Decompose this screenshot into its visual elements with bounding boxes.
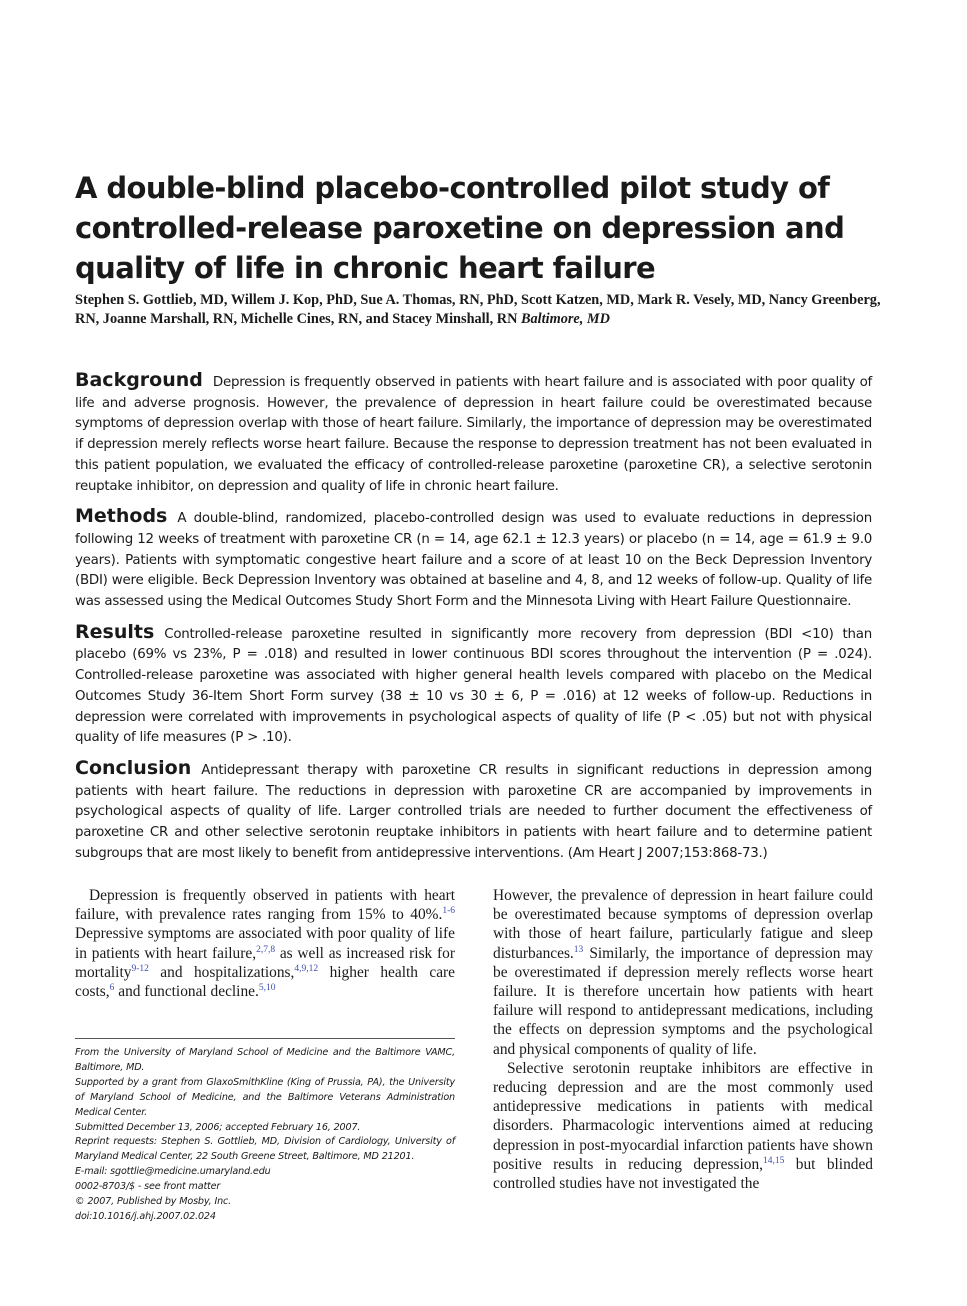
background-text: Depression is frequently observed in patients with heart failure and is associated with poor quality of life and adverse prognosis. However, the prevalence of depression in heart failure could be overestimated because symptoms of depression overlap with those of heart failure. Similarly, the importance of depression may be overestimated if depression merely reflects worse heart failure. Because the response to depression treatment has not been evaluated in this patient population, we evaluated the efficacy of controlled-release paroxetine (paroxetine CR), a selective serotonin reuptake inhibitor, on depression and quality of life in chronic heart failure.	[75, 375, 872, 494]
footnote-reprint: Reprint requests: Stephen S. Gottlieb, MD, Division of Cardiology, University of Maryland Medical Center, 22 South Greene Street, Baltimore, MD 21201.	[75, 1136, 455, 1163]
results-heading: Results	[75, 620, 155, 643]
abstract-results	[75, 622, 872, 749]
methods-text: A double-blind, randomized, placebo-controlled design was used to evaluate reductions in depression following 12 weeks of treatment with paroxetine CR (n = 14, age 62.1 ± 12.3 years) or placebo (n = 14, age = 61.9 ± 9.0 years). Patients with symptomatic congestive heart failure and a score of at least 10 on the Beck Depression Inventory (BDI) were eligible. Beck Depression Inventory was obtained at baseline and 4, 8, and 12 weeks of follow-up. Quality of life was assessed using the Medical Outcomes Study Short Form and the Minnesota Living with Heart Failure Questionnaire.	[75, 511, 872, 610]
body-text: However, the prevalence of depression in heart failure could be overestimated because symptoms of depression overlap with those of heart failure, particularly fatigue and sleep disturbances.	[493, 887, 873, 962]
footnote-issn: 0002-8703/$ - see front matter	[75, 1181, 221, 1193]
citation-link[interactable]: 5,10	[258, 983, 276, 994]
abstract	[75, 370, 872, 873]
results-text: Controlled-release paroxetine resulted in significantly more recovery from depression (BDI <10) than placebo (69% vs 23%, P = .018) and resulted in lower continuous BDI scores throughout the intervention (P = .024). Controlled-release paroxetine was associated with higher general health levels compared with placebo on the Medical Outcomes Study 36-Item Short Form survey (38 ± 10 vs 30 ± 6, P = .016) at 12 weeks of follow-up. Reductions in depression were correlated with improvements in psychological aspects of quality of life (P < .05) but not with physical quality of life measures (P > .10).	[75, 626, 872, 746]
footnote-affiliation: From the University of Maryland School of Medicine and the Baltimore VAMC, Baltimore, MD.	[75, 1047, 455, 1073]
conclusion-heading: Conclusion	[75, 756, 192, 779]
author-list	[75, 291, 895, 329]
body-text: Similarly, the importance of depression may be overestimated if depression merely reflects worse heart failure. It is therefore uncertain how patients with heart failure will respond to antidepressant medications, including the effects on depression symptoms and the psychological and physical components of quality of life.	[493, 944, 873, 1058]
footnote-email[interactable]: E-mail: sgottlie@medicine.umaryland.edu	[75, 1166, 271, 1178]
body-text: and hospitalizations,	[148, 963, 295, 981]
author-location: Baltimore, MD	[521, 311, 610, 327]
citation-link[interactable]: 2,7,8	[256, 944, 276, 955]
citation-link[interactable]: 1-6	[442, 906, 455, 917]
article-footnotes	[75, 1046, 455, 1225]
footnote-copyright: © 2007, Published by Mosby, Inc.	[75, 1196, 232, 1208]
citation-link[interactable]: 14,15	[763, 1155, 785, 1166]
footnote-submitted: Submitted December 13, 2006; accepted February 16, 2007.	[75, 1121, 361, 1133]
citation-link[interactable]: 4,9,12	[294, 963, 319, 974]
citation-link[interactable]: 6	[109, 983, 115, 994]
citation-link[interactable]: 9-12	[131, 963, 149, 974]
conclusion-text: Antidepressant therapy with paroxetine CR results in significant reductions in depression among patients with heart failure. The reductions in depression with paroxetine CR are accompanied by improvements in psychological aspects of quality of life. Larger controlled trials are needed to further document the effectiveness of paroxetine CR and other selective serotonin reuptake inhibitors in patients with heart failure and to determine patient subgroups that are most likely to benefit from antidepressive interventions. (Am Heart J 2007;153:868-73.)	[75, 762, 872, 861]
body-column-left	[75, 886, 455, 1001]
body-paragraph	[493, 886, 873, 1059]
abstract-background	[75, 370, 872, 497]
body-text: and functional decline.	[114, 983, 259, 1001]
author-names: Stephen S. Gottlieb, MD, Willem J. Kop, PhD, Sue A. Thomas, RN, PhD, Scott Katzen, MD, Mark R. Vesely, MD, Nancy Greenberg, RN, Joanne Marshall, RN, Michelle Cines, RN, and Stacey Minshall, RN	[75, 292, 881, 327]
body-text: as well as increased risk for mortality	[75, 944, 455, 981]
body-text: Selective serotonin reuptake inhibitors are effective in reducing depression and are the most commonly used antidepressive medications in patients with medical disorders. Pharmacologic interventions aimed at reducing depression in post-myocardial infarction patients have shown positive results in reducing depression,	[493, 1059, 873, 1173]
footnote-divider	[75, 1038, 455, 1039]
body-text: but blinded controlled studies have not investigated the	[493, 1155, 874, 1193]
abstract-conclusion	[75, 758, 872, 865]
body-paragraph	[75, 886, 455, 1001]
body-column-right	[493, 886, 873, 1193]
body-text: Depression is frequently observed in patients with heart failure, with prevalence rates ranging from 15% to 40%.	[75, 887, 455, 924]
article-title: A double-blind placebo-controlled pilot study of controlled-release paroxetine on depression and quality of life in chronic heart failure	[75, 171, 845, 285]
footnote-doi[interactable]: doi:10.1016/j.ahj.2007.02.024	[75, 1210, 216, 1222]
body-text: higher health care costs,	[75, 963, 455, 1001]
background-heading: Background	[75, 369, 203, 391]
methods-heading: Methods	[75, 505, 168, 528]
body-text: Depressive symptoms are associated with poor quality of life in patients with heart failure,	[75, 925, 455, 962]
citation-link[interactable]: 13	[573, 944, 584, 955]
body-paragraph	[493, 1059, 873, 1193]
footnote-support: Supported by a grant from GlaxoSmithKline (King of Prussia, PA), the University of Maryland School of Medicine, and the Baltimore Veterans Administration Medical Center.	[75, 1076, 455, 1118]
abstract-methods	[75, 506, 872, 613]
